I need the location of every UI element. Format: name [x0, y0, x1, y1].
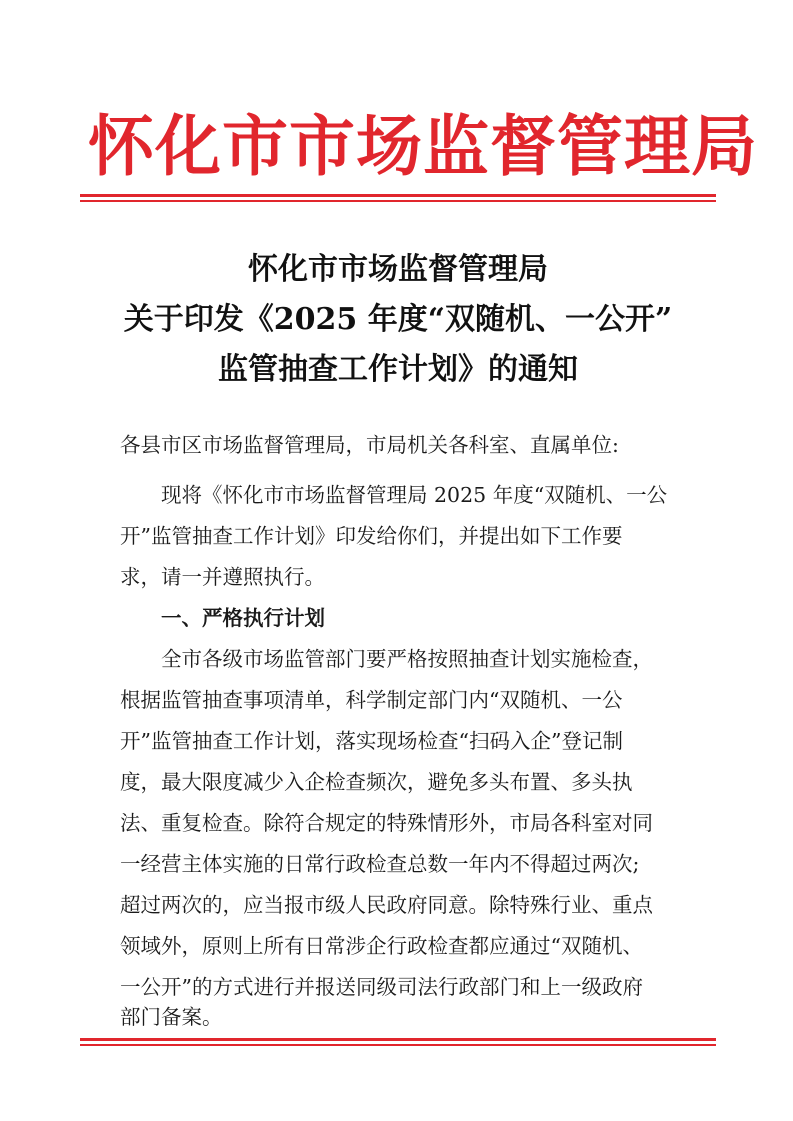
intro-line: 开”监管抽查工作计划》印发给你们，并提出如下工作要 — [120, 524, 623, 548]
section-1-line: 度，最大限度减少入企检查频次，避免多头布置、多头执 — [120, 770, 633, 794]
footer-red-rule-thick — [80, 1038, 716, 1041]
section-1-heading: 一、严格执行计划 — [161, 606, 325, 630]
intro-line: 现将《怀化市市场监督管理局 2025 年度“双随机、一公 — [161, 483, 668, 507]
section-1-line: 超过两次的，应当报市级人民政府同意。除特殊行业、重点 — [120, 893, 653, 917]
section-1-line: 一经营主体实施的日常行政检查总数一年内不得超过两次; — [120, 852, 640, 876]
section-1-line: 一公开”的方式进行并报送同级司法行政部门和上一级政府 — [120, 975, 643, 999]
footer-red-rule-thin — [80, 1044, 716, 1046]
salutation: 各县市区市场监督管理局，市局机关各科室、直属单位: — [120, 433, 619, 457]
notice-body — [120, 0, 685, 1121]
section-1-line: 全市各级市场监管部门要严格按照抽查计划实施检查， — [161, 647, 653, 671]
notice-title-line-1: 怀化市市场监督管理局 — [248, 252, 548, 287]
section-1-line: 领域外，原则上所有日常涉企行政检查都应通过“双随机、 — [120, 934, 643, 958]
section-1-line: 法、重复检查。除符合规定的特殊情形外，市局各科室对同 — [120, 811, 653, 835]
section-1-line: 部门备案。 — [120, 1005, 223, 1029]
masthead-org-name: 怀化市市场监督管理局 — [88, 107, 758, 185]
section-1-line: 根据监管抽查事项清单，科学制定部门内“双随机、一公 — [120, 688, 623, 712]
intro-line: 求，请一并遵照执行。 — [120, 565, 325, 589]
notice-title-line-2: 关于印发《2025 年度“双随机、一公开” — [123, 302, 673, 337]
notice-title-line-3: 监管抽查工作计划》的通知 — [218, 352, 578, 387]
section-1-line: 开”监管抽查工作计划，落实现场检查“扫码入企”登记制 — [120, 729, 623, 753]
